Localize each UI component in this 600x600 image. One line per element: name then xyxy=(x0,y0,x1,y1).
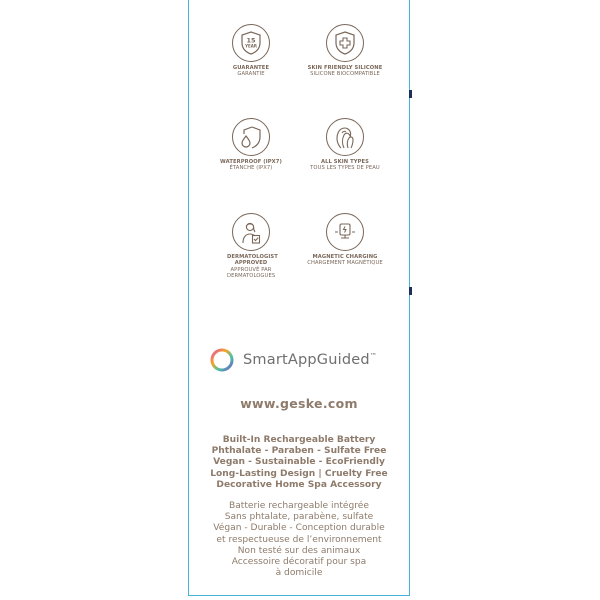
magnetic-charging-icon xyxy=(326,213,364,251)
description-line: Accessoire décoratif pour spa xyxy=(231,557,367,568)
badge-number: 15 xyxy=(246,36,256,45)
feature-label-en: WATERPROOF (IPX7) xyxy=(220,159,282,165)
feature-all-skin-types xyxy=(295,118,395,172)
all-skin-types-icon xyxy=(326,118,364,156)
crop-mark xyxy=(409,287,412,295)
description-line: Long-Lasting Design | Cruelty Free xyxy=(210,468,388,479)
smartappguided-logo xyxy=(209,346,399,374)
feature-label-fr: ÉTANCHE (IPX7) xyxy=(229,165,273,172)
feature-label-fr: CHARGEMENT MAGNÉTIQUE xyxy=(307,260,383,267)
description-line: Sans phtalate, parabène, sulfate xyxy=(224,512,374,523)
logo-text xyxy=(243,352,377,368)
feature-skin-friendly-silicone xyxy=(295,24,395,78)
feature-label-fr: GARANTIE xyxy=(237,71,265,78)
feature-label-en: MAGNETIC CHARGING xyxy=(312,254,378,260)
feature-label-en: GUARANTEE xyxy=(232,65,270,71)
description-line: Batterie rechargeable intégrée xyxy=(228,501,369,511)
feature-magnetic-charging xyxy=(295,213,395,267)
skin-friendly-silicone-icon xyxy=(326,24,364,62)
feature-label-en: SKIN FRIENDLY SILICONE xyxy=(307,65,383,71)
french-description xyxy=(188,501,410,579)
feature-dermatologist-approved xyxy=(201,213,301,280)
waterproof-icon xyxy=(232,118,270,156)
feature-label-fr: TOUS LES TYPES DE PEAU xyxy=(310,165,380,172)
smartappguided-ring-icon xyxy=(209,347,235,373)
dermatologist-icon xyxy=(232,213,270,251)
description-line: Végan - Durable - Conception durable xyxy=(213,523,385,534)
description-line: Built-In Rechargeable Battery xyxy=(222,435,376,445)
description-line: Vegan - Sustainable - EcoFriendly xyxy=(213,457,385,468)
description-line: Non testé sur des animaux xyxy=(237,545,361,556)
website-url: www.geske.com xyxy=(240,396,358,411)
feature-label-fr: APPROUVÉ PAR DERMATOLOGUES xyxy=(227,266,276,280)
trademark-symbol: ™ xyxy=(369,352,377,360)
crop-mark xyxy=(409,90,412,98)
feature-guarantee xyxy=(201,24,301,78)
description-line: et respectueuse de l’environnement xyxy=(216,534,382,545)
description-line: Decorative Home Spa Accessory xyxy=(216,479,382,490)
guarantee-shield-icon xyxy=(232,24,270,62)
logo-name: SmartAppGuided xyxy=(243,352,370,368)
badge-text: YEAR xyxy=(245,43,257,49)
english-description xyxy=(188,435,410,491)
feature-label-en: DERMATOLOGIST APPROVED xyxy=(227,254,278,267)
feature-label-fr: SILICONE BIOCOMPATIBLE xyxy=(310,71,380,78)
description-line: à domicile xyxy=(275,568,323,579)
description-line: Phthalate - Paraben - Sulfate Free xyxy=(211,446,387,457)
feature-label-en: ALL SKIN TYPES xyxy=(320,159,370,165)
feature-waterproof xyxy=(201,118,301,172)
